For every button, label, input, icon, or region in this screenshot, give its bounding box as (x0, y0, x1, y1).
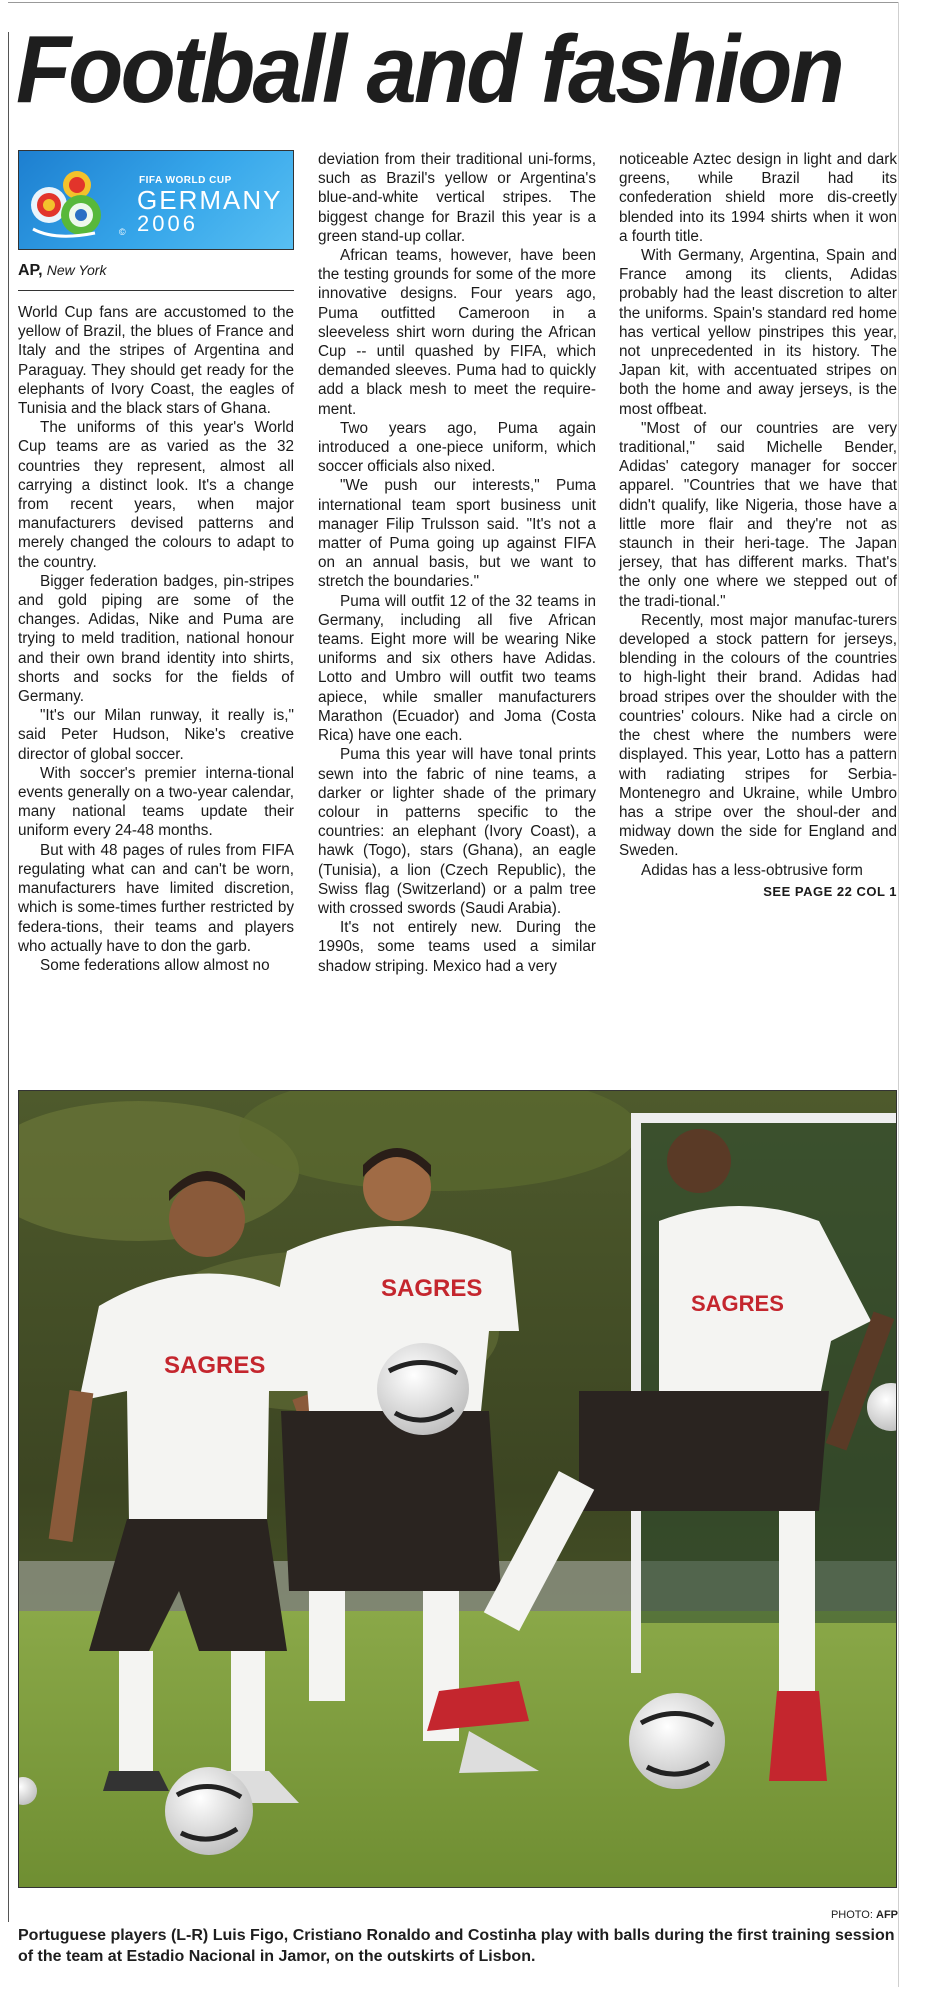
continuation-note: SEE PAGE 22 COL 1 (763, 883, 897, 899)
article-column-2 (318, 150, 596, 976)
paragraph: Adidas has a less-obtrusive form (641, 861, 863, 879)
paragraph: noticeable Aztec design in light and dark greens, while Brazil had its confederation shield more dis-creetly blended into its 1994 shirts when it won a fourth title. (619, 151, 897, 245)
paragraph: With Germany, Argentina, Spain and France among its clients, Adidas probably had the least discretion to alter the uniforms. Spain's standard red home has vertical yellow pinstripes this year, not unprecedented in its history. The Japan kit, with accentuated stripes on both the home and away jerseys, is the most offbeat. (619, 247, 897, 418)
paragraph: "We push our interests," Puma international team sport business unit manager Filip Trulsson said. "It's not a matter of Puma going up against FIFA on an annual basis, but we want to stretch the boundaries." (318, 477, 596, 591)
photo-credit-agency: AFP (876, 1909, 898, 1921)
paragraph: "It's our Milan runway, it really is," said Peter Hudson, Nike's creative director of global soccer. (18, 707, 294, 763)
article-column-1 (18, 303, 294, 975)
paragraph: "Most of our countries are very traditional," said Michelle Bender, Adidas' category manager for soccer apparel. "Countries that we have that didn't qualify, like Nigeria, those have a little more flair and they're not as staunch in their heri-tage. The Japan jersey, that has different marks. That's the only one where we stepped out of the tradi-tional." (619, 419, 897, 610)
article-column-3 (619, 150, 897, 901)
training-photo-illustration (19, 1091, 897, 1888)
paragraph: Two years ago, Puma again introduced a one-piece uniform, which soccer officials also nixed. (318, 419, 596, 476)
photo-credit (780, 1909, 898, 1921)
left-rule (8, 32, 9, 1922)
paragraph: Bigger federation badges, pin-stripes and gold piping are some of the changes. Adidas, Nike and Puma are trying to meld tradition, national honour and their own brand identity into shirts, shorts and socks for the fields of Germany. (18, 572, 294, 706)
paragraph: With soccer's premier interna-tional events generally on a two-year calendar, many national teams update their uniform every 24-48 months. (18, 764, 294, 840)
world-cup-emblem-icon (25, 159, 115, 243)
football-icon (377, 1343, 469, 1435)
byline-city: New York (46, 262, 107, 278)
byline-agency: AP, (18, 262, 43, 279)
photo-caption: Portuguese players (L-R) Luis Figo, Cristiano Ronaldo and Costinha play with balls during the first training session of the team at Estadio Nacional in Jamor, on the outskirts of Lisbon. (18, 1927, 895, 1965)
paragraph: Puma will outfit 12 of the 32 teams in Germany, including all five African teams. Eight more will be wearing Nike uniforms and six others have Adidas. Lotto and Umbro will outfit two teams apiece, while smaller manufacturers Marathon (Ecuador) and Joma (Costa Rica) have one each. (318, 592, 596, 745)
right-rule (898, 2, 899, 1987)
logo-country: GERMANY (137, 185, 283, 215)
jersey-sponsor-right: SAGRES (691, 1291, 784, 1316)
football-icon (629, 1693, 725, 1789)
paragraph: Some federations allow almost no (40, 956, 270, 974)
world-cup-logo (18, 150, 294, 250)
training-photo (18, 1090, 897, 1888)
paragraph: African teams, however, have been the testing grounds for some of the more innovative designs. Four years ago, Puma outfitted Cameroon in a sleeveless shirt worn during the African Cup -- until quashed by FIFA, which demanded sleeves. Puma had to quickly add a black mesh to meet the require-ment. (318, 247, 596, 418)
paragraph: It's not entirely new. During the 1990s, some teams used a similar shadow striping. Mexico had a very (318, 919, 596, 975)
paragraph: But with 48 pages of rules from FIFA regulating what can and can't be worn, manufacturers have limited discretion, which is some-times further restricted by federa-tions, their teams and players who actually have to don the garb. (18, 841, 294, 955)
paragraph: deviation from their traditional uni-forms, such as Brazil's yellow or Argentina's blue-and-white vertical stripes. The biggest change for Brazil this year is a green stand-up collar. (318, 151, 596, 245)
byline-rule (18, 290, 294, 291)
headline: Football and fashion (16, 16, 842, 123)
logo-small-text: FIFA WORLD CUP (139, 175, 232, 186)
top-rule (8, 2, 898, 3)
paragraph: Puma this year will have tonal prints sewn into the fabric of nine teams, a darker or lighter shade of the primary colour in patterns specific to the countries: an elephant (Ivory Coast), a hawk (Togo), stars (Ghana), an eagle (Tunisia), a lion (Czech Republic), the Swiss flag (Switzerland) or a palm tree with crossed swords (Saudi Arabia). (318, 746, 596, 917)
paragraph: Recently, most major manufac-turers developed a stock pattern for jerseys, blending in the colours of the countries to high-light their brand. Adidas had broad stripes over the shoulder with the countries' colours. Nike had a circle on the chest where the numbers were displayed. This year, Lotto has a pattern with radiating stripes for Serbia-Montenegro and Ukraine, while Umbro has a stripe over the shoul-der and midway down the side for England and Sweden. (619, 611, 897, 860)
photo-credit-label: PHOTO: (830, 1909, 873, 1921)
paragraph: The uniforms of this year's World Cup teams are as varied as the 32 countries they represent, almost all carrying a distinct look. It's a change from recent years, when major manufacturers devised patterns and merely changed the colours to adapt to the country. (18, 419, 294, 571)
paragraph: World Cup fans are accustomed to the yellow of Brazil, the blues of France and Italy and the stripes of Argentina and Paraguay. They should get ready for the elephants of Ivory Coast, the eagles of Tunisia and the black stars of Ghana. (18, 304, 294, 418)
football-icon (165, 1767, 253, 1855)
jersey-sponsor-middle: SAGRES (381, 1275, 483, 1302)
logo-year: 2006 (137, 211, 198, 236)
byline (18, 262, 294, 280)
jersey-sponsor-left: SAGRES (164, 1352, 266, 1379)
logo-copyright: © (119, 227, 126, 237)
